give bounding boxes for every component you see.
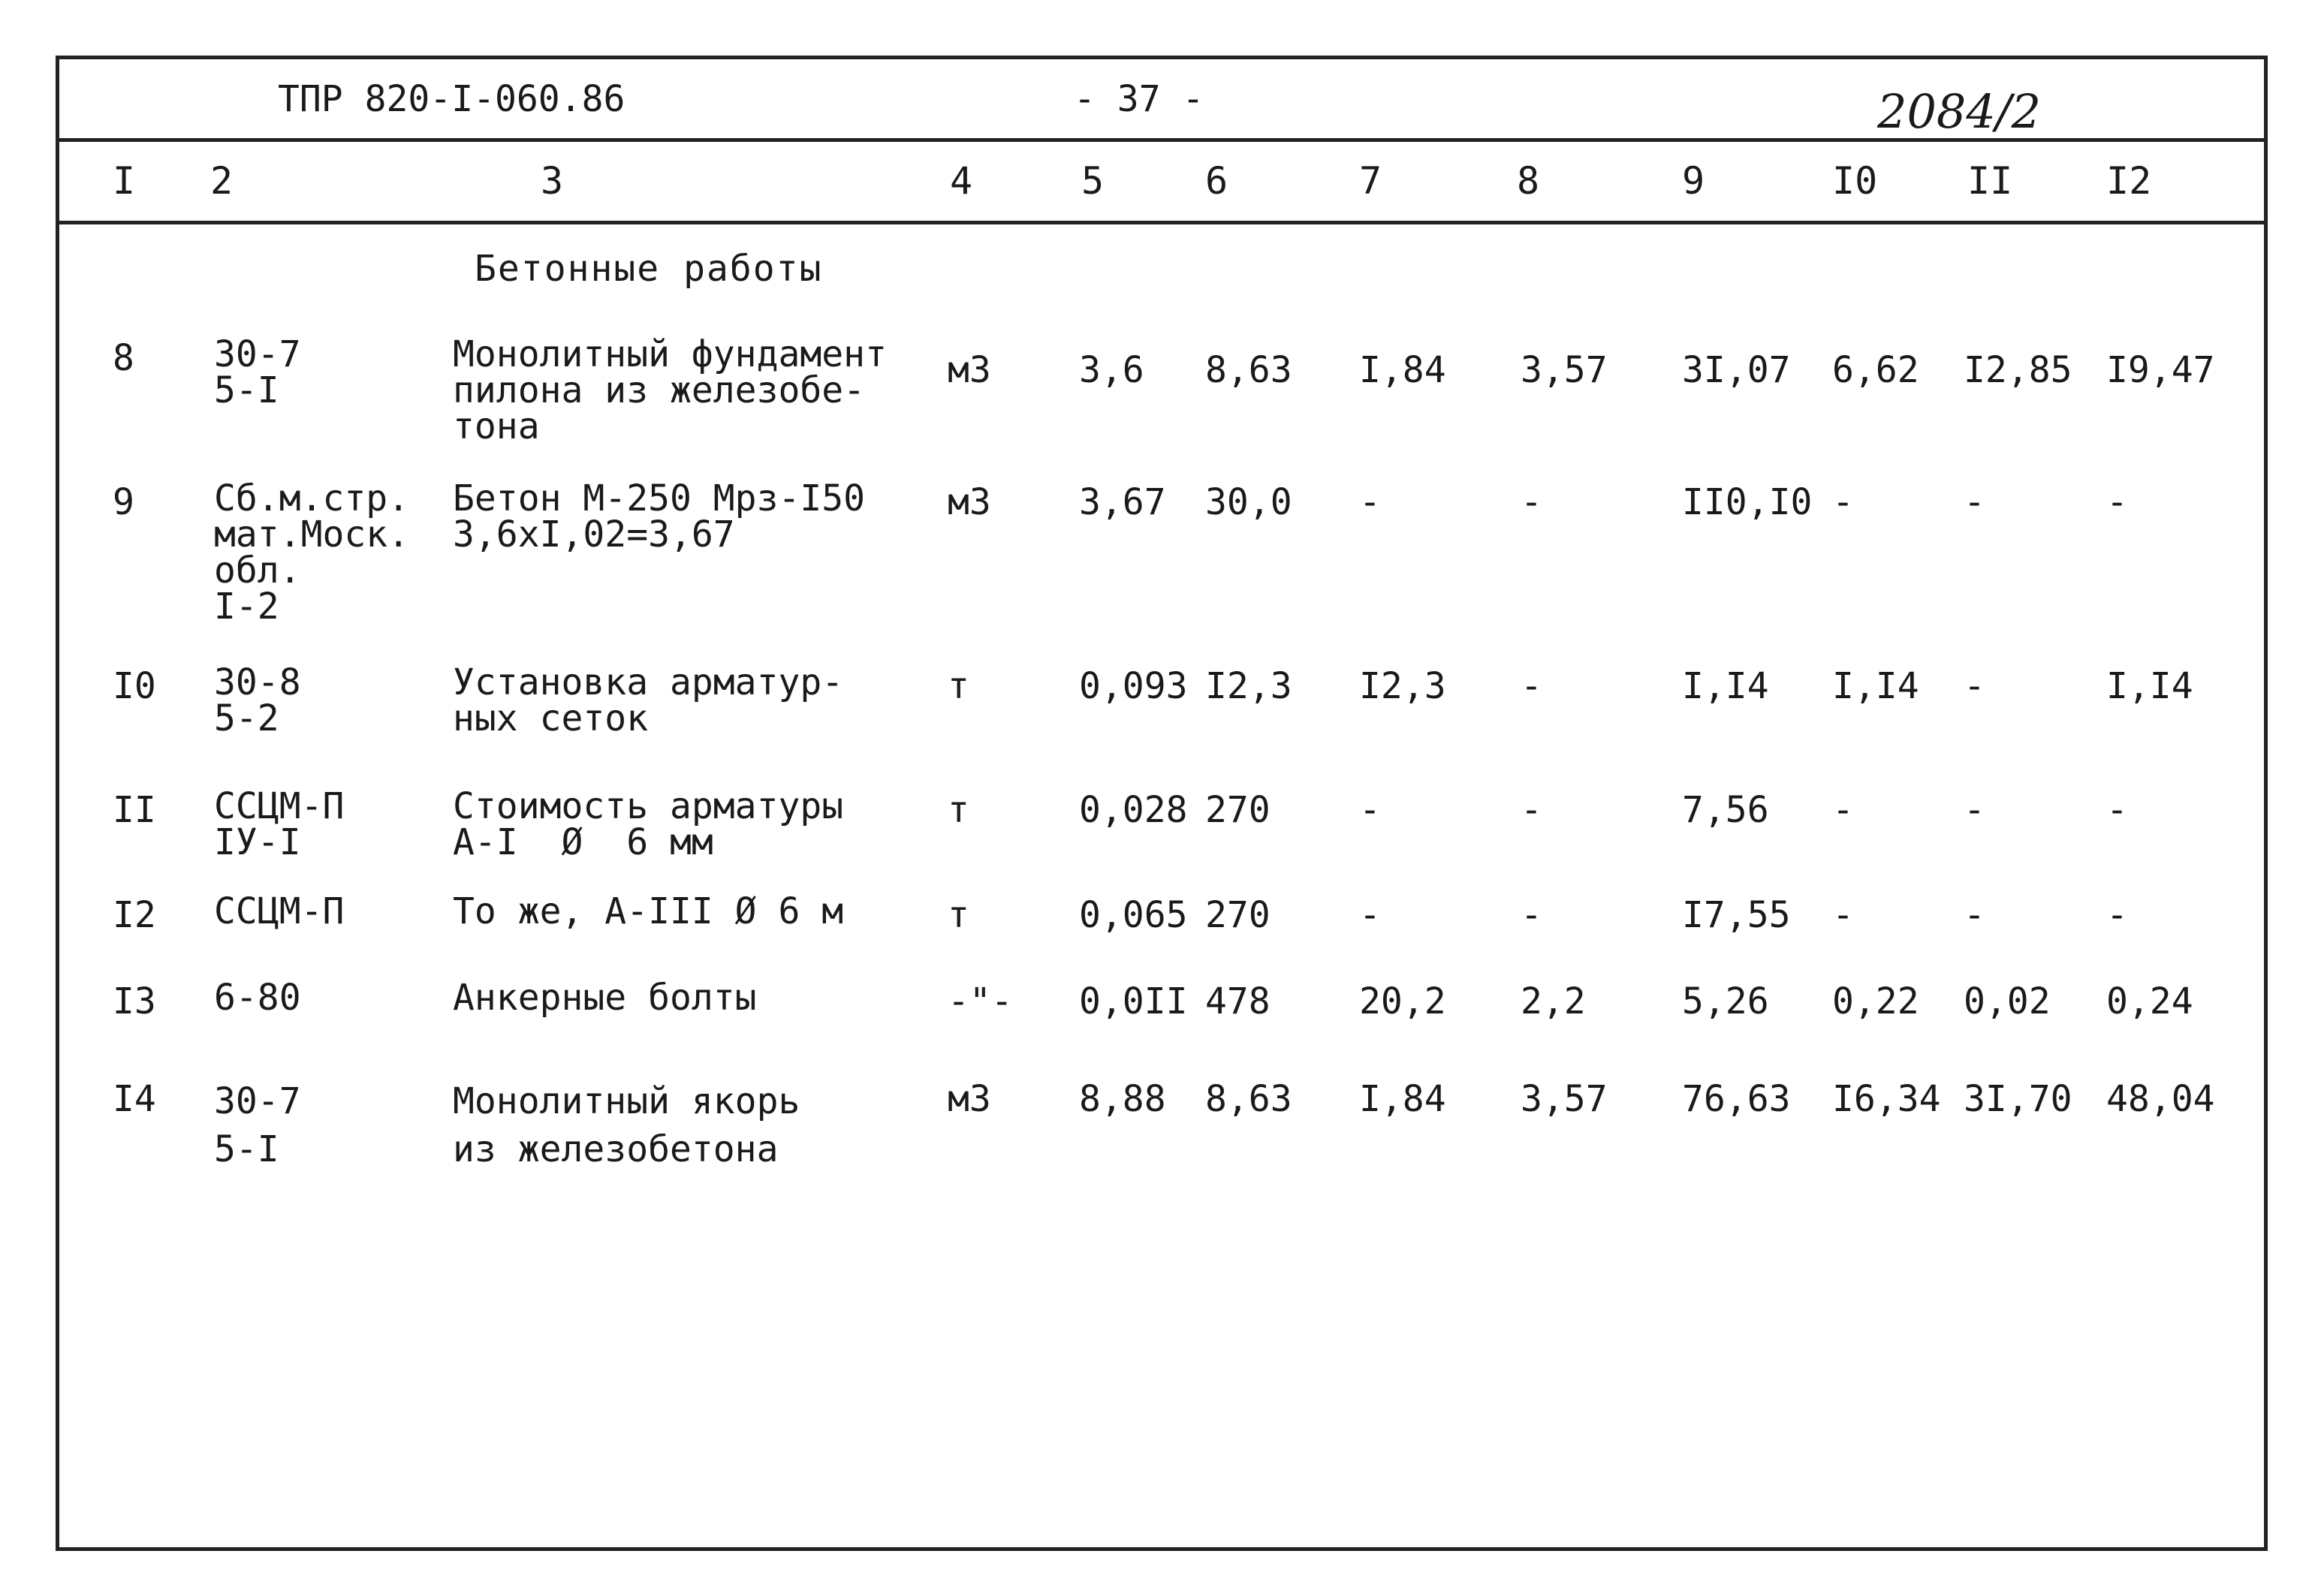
cell-c11: - xyxy=(1964,665,1985,707)
cell-c6: 478 xyxy=(1205,980,1271,1022)
section-title: Бетонные работы xyxy=(475,248,823,290)
cell-c8: - xyxy=(1521,789,1542,831)
cell-c9: I,I4 xyxy=(1682,665,1769,707)
cell-c6: 8,63 xyxy=(1205,349,1292,391)
column-header-7: 7 xyxy=(1359,159,1382,203)
cell-c11: 0,02 xyxy=(1964,980,2051,1022)
cell-code: 30-8 5-2 xyxy=(214,661,301,739)
cell-c6: 30,0 xyxy=(1205,481,1292,523)
cell-c12: 0,24 xyxy=(2106,980,2193,1022)
cell-num: I3 xyxy=(113,980,156,1022)
cell-name: Бетон М-250 Мрз-I50 3,6хI,02=3,67 xyxy=(453,477,866,556)
document-code: ТПР 820-I-060.86 xyxy=(278,78,625,120)
cell-c5: 8,88 xyxy=(1079,1078,1166,1120)
cell-name: То же, А-III Ø 6 м xyxy=(453,890,844,932)
cell-code: ССЦМ-П IУ-I xyxy=(214,785,345,863)
cell-name: Монолитный фундамент пилона из железобе- тона xyxy=(453,333,887,447)
cell-c12: I9,47 xyxy=(2106,349,2215,391)
cell-c10: I6,34 xyxy=(1832,1078,1941,1120)
cell-c9: 7,56 xyxy=(1682,789,1769,831)
cell-c8: - xyxy=(1521,665,1542,707)
column-header-8: 8 xyxy=(1517,159,1540,203)
cell-c7: - xyxy=(1359,481,1381,523)
column-header-rule xyxy=(56,221,2268,224)
handwritten-number: 2084/2 xyxy=(1877,84,2042,139)
cell-code: ССЦМ-П xyxy=(214,890,345,932)
cell-c10: - xyxy=(1832,481,1854,523)
cell-c7: I2,3 xyxy=(1359,665,1446,707)
cell-num: 9 xyxy=(113,481,134,523)
cell-code: Сб.м.стр. мат.Моск. обл. I-2 xyxy=(214,477,410,628)
cell-name: Анкерные болты xyxy=(453,977,757,1019)
cell-c10: - xyxy=(1832,894,1854,936)
cell-c6: 270 xyxy=(1205,789,1271,831)
cell-code: 30-7 5-I xyxy=(214,1080,301,1170)
cell-c8: 3,57 xyxy=(1521,349,1608,391)
cell-c9: I7,55 xyxy=(1682,894,1791,936)
cell-num: I0 xyxy=(113,665,156,707)
cell-c11: - xyxy=(1964,481,1985,523)
cell-c6: I2,3 xyxy=(1205,665,1292,707)
cell-num: II xyxy=(113,789,156,831)
column-header-2: 2 xyxy=(210,159,234,203)
cell-c12: I,I4 xyxy=(2106,665,2193,707)
cell-name: Стоимость арматуры А-I Ø 6 мм xyxy=(453,785,844,863)
cell-c5: 3,6 xyxy=(1079,349,1144,391)
column-header-3: 3 xyxy=(541,159,564,203)
cell-unit: т xyxy=(948,894,969,936)
cell-c9: 3I,07 xyxy=(1682,349,1791,391)
cell-c7: I,84 xyxy=(1359,1078,1446,1120)
cell-c12: - xyxy=(2106,789,2128,831)
page-number: - 37 - xyxy=(1074,78,1204,120)
column-header-9: 9 xyxy=(1682,159,1705,203)
cell-c5: 0,028 xyxy=(1079,789,1188,831)
cell-code: 30-7 5-I xyxy=(214,333,301,411)
cell-c9: II0,I0 xyxy=(1682,481,1813,523)
cell-unit: -"- xyxy=(948,980,1013,1022)
cell-code: 6-80 xyxy=(214,977,301,1019)
cell-c6: 270 xyxy=(1205,894,1271,936)
column-header-12: I2 xyxy=(2106,159,2152,203)
cell-c11: - xyxy=(1964,894,1985,936)
cell-c5: 0,065 xyxy=(1079,894,1188,936)
cell-c11: 3I,70 xyxy=(1964,1078,2072,1120)
column-header-11: II xyxy=(1967,159,2013,203)
cell-c8: - xyxy=(1521,894,1542,936)
column-header-4: 4 xyxy=(950,159,973,203)
cell-c10: 0,22 xyxy=(1832,980,1919,1022)
cell-c11: - xyxy=(1964,789,1985,831)
cell-c7: 20,2 xyxy=(1359,980,1446,1022)
cell-c10: - xyxy=(1832,789,1854,831)
cell-c8: 3,57 xyxy=(1521,1078,1608,1120)
cell-unit: м3 xyxy=(948,481,991,523)
cell-num: 8 xyxy=(113,337,134,379)
cell-c9: 76,63 xyxy=(1682,1078,1791,1120)
cell-c5: 0,093 xyxy=(1079,665,1188,707)
cell-c10: 6,62 xyxy=(1832,349,1919,391)
cell-c8: - xyxy=(1521,481,1542,523)
cell-c10: I,I4 xyxy=(1832,665,1919,707)
cell-c11: I2,85 xyxy=(1964,349,2072,391)
cell-c7: - xyxy=(1359,894,1381,936)
cell-name: Установка арматур- ных сеток xyxy=(453,661,844,739)
cell-unit: т xyxy=(948,789,969,831)
cell-c12: - xyxy=(2106,894,2128,936)
column-header-5: 5 xyxy=(1081,159,1105,203)
column-header-10: I0 xyxy=(1832,159,1878,203)
column-header-6: 6 xyxy=(1205,159,1228,203)
cell-name: Монолитный якорь из железобетона xyxy=(453,1080,800,1170)
cell-unit: м3 xyxy=(948,1078,991,1120)
cell-c5: 0,0II xyxy=(1079,980,1188,1022)
cell-num: I2 xyxy=(113,894,156,936)
cell-c12: 48,04 xyxy=(2106,1078,2215,1120)
cell-c9: 5,26 xyxy=(1682,980,1769,1022)
cell-c5: 3,67 xyxy=(1079,481,1166,523)
cell-c8: 2,2 xyxy=(1521,980,1586,1022)
cell-unit: т xyxy=(948,665,969,707)
cell-c7: - xyxy=(1359,789,1381,831)
cell-c6: 8,63 xyxy=(1205,1078,1292,1120)
cell-num: I4 xyxy=(113,1078,156,1120)
cell-c12: - xyxy=(2106,481,2128,523)
cell-unit: м3 xyxy=(948,349,991,391)
column-header-1: I xyxy=(113,159,136,203)
cell-c7: I,84 xyxy=(1359,349,1446,391)
